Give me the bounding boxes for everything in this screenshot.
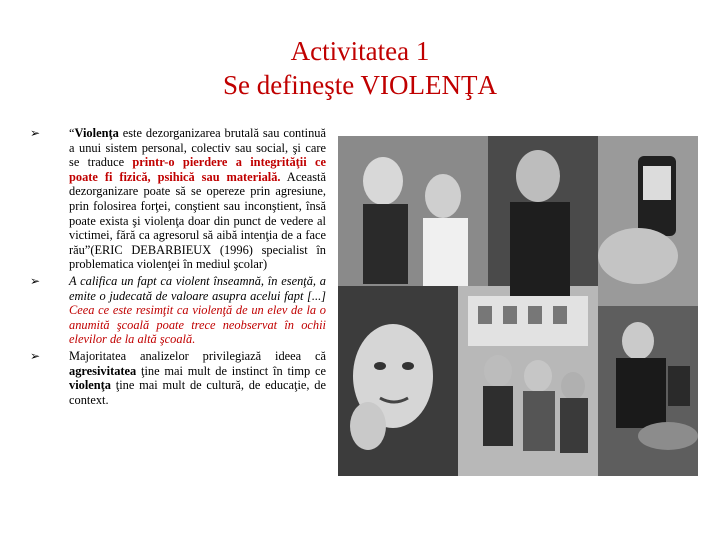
bullet-item: ➢ Majoritatea analizelor privilegiază ideea că agresivitatea ţine mai mult de instinct în timp ce violenţa ţine mai mult de cultură, de educaţie, de context. xyxy=(30,348,326,407)
bullet-item: ➢ A califica un fapt ca violent înseamnă, în esenţă, a emite o judecată de valoare asupra acelui fapt [...] Ceea ce este resimţit ca violenţă de un elev de la o anumită şcoală poate trece neobservat în ochii elevilor de la altă şcoală. xyxy=(30,273,326,347)
collage-image xyxy=(338,136,698,476)
title-line-1: Activitatea 1 xyxy=(290,36,430,66)
arrow-bullet-icon: ➢ xyxy=(30,348,41,363)
arrow-bullet-icon: ➢ xyxy=(30,126,41,140)
slide-title xyxy=(0,34,720,102)
arrow-bullet-icon: ➢ xyxy=(30,273,41,288)
bullet-list xyxy=(30,126,326,409)
title-line-2: Se defineşte VIOLENŢA xyxy=(223,70,497,100)
bullet-item: ➢ “Violenţa este dezorganizarea brutală sau continuă a unui sistem personal, colectiv sau social, şi care se traduce printr-o pierdere a integrităţii ce poate fi fizică, psihică sau materială. Această dezorganizare poate să se opereze prin agresiune, prin folosirea forţei, conştient sau inconştient, însă poate exista şi violenţa doar din punct de vedere al victimei, fără ca agresorul să aibă intenţia de a face rău”(ERIC DEBARBIEUX (1996) specialist în problematica violenţei în mediul şcolar) xyxy=(30,126,326,272)
photo-collage-icon xyxy=(338,136,698,476)
